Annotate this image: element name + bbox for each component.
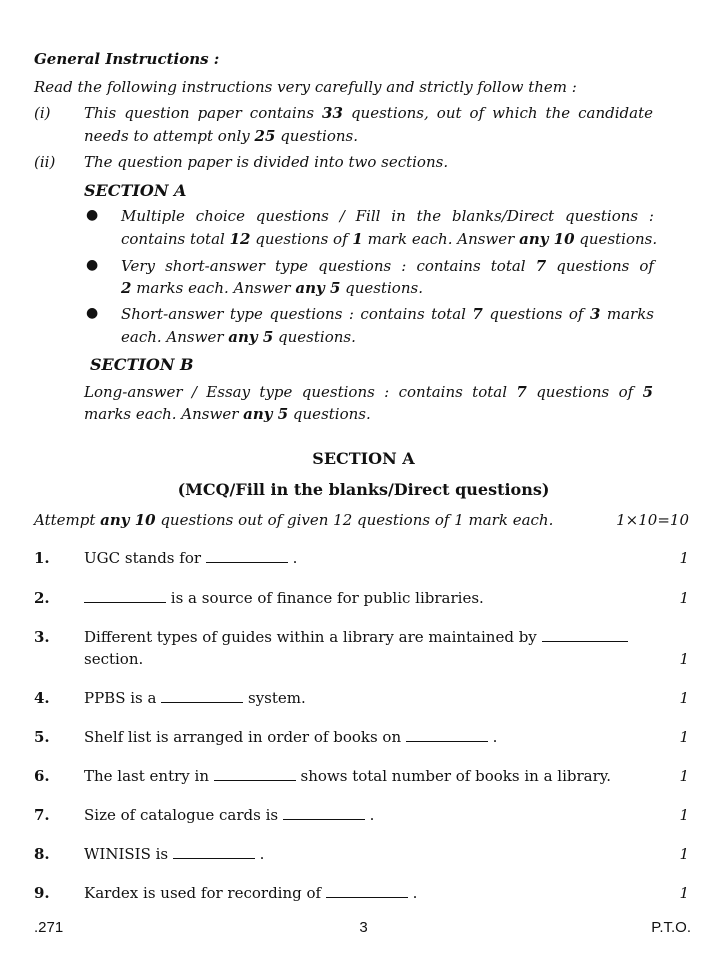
- bullet-line: Short-answer type questions : contains total 7 questions of 3 marks: [121, 305, 654, 323]
- item-number: (i): [34, 104, 51, 122]
- bullet-icon: ●: [86, 257, 99, 273]
- bullet-icon: ●: [86, 305, 99, 321]
- question-text: UGC stands for .: [84, 549, 298, 567]
- question-text: WINISIS is .: [84, 845, 265, 863]
- answer-blank: [173, 846, 255, 859]
- question-number: 6.: [34, 767, 50, 785]
- question-text: PPBS is a system.: [84, 689, 306, 707]
- question-number: 3.: [34, 628, 50, 646]
- answer-blank: [542, 629, 628, 642]
- bullet-line: each. Answer any 5 questions.: [121, 328, 356, 346]
- question-mark: 1: [679, 767, 689, 785]
- item-line: This question paper contains 33 questions, out of which the candidate: [84, 104, 653, 122]
- question-number: 9.: [34, 884, 50, 902]
- page-number: 3: [359, 919, 368, 936]
- question-mark: 1: [679, 589, 689, 607]
- answer-blank: [161, 690, 243, 703]
- answer-blank: [326, 885, 408, 898]
- paper-code: .271: [34, 919, 64, 936]
- section-b-line: Long-answer / Essay type questions : contains total 7 questions of 5: [84, 383, 653, 401]
- answer-blank: [406, 729, 488, 742]
- question-text: Size of catalogue cards is .: [84, 806, 375, 824]
- question-mark: 1: [679, 650, 689, 668]
- question-mark: 1: [679, 845, 689, 863]
- bullet-line: Multiple choice questions / Fill in the blanks/Direct questions :: [121, 207, 654, 225]
- item-line: needs to attempt only 25 questions.: [84, 127, 359, 145]
- section-title: SECTION A: [312, 449, 415, 468]
- total-marks: 1×10=10: [616, 511, 689, 529]
- bullet-icon: ●: [86, 207, 99, 223]
- bullet-line: Very short-answer type questions : contains total 7 questions of: [121, 257, 654, 275]
- question-number: 2.: [34, 589, 50, 607]
- bullet-line: 2 marks each. Answer any 5 questions.: [121, 279, 423, 297]
- question-text: Shelf list is arranged in order of books on .: [84, 728, 498, 746]
- question-number: 8.: [34, 845, 50, 863]
- question-text-continued: section.: [84, 650, 144, 668]
- question-mark: 1: [679, 728, 689, 746]
- question-mark: 1: [679, 549, 689, 567]
- question-mark: 1: [679, 884, 689, 902]
- answer-blank: [84, 590, 166, 603]
- section-b-label: SECTION B: [90, 355, 194, 374]
- question-mark: 1: [679, 689, 689, 707]
- section-subtitle: (MCQ/Fill in the blanks/Direct questions): [177, 480, 550, 499]
- bullet-line: contains total 12 questions of 1 mark each. Answer any 10 questions.: [121, 230, 658, 248]
- question-number: 4.: [34, 689, 50, 707]
- question-number: 1.: [34, 549, 50, 567]
- question-text: The last entry in shows total number of books in a library.: [84, 767, 612, 785]
- section-a-label: SECTION A: [84, 181, 187, 200]
- question-mark: 1: [679, 806, 689, 824]
- instructions-intro: Read the following instructions very carefully and strictly follow them :: [34, 78, 577, 96]
- question-text: Kardex is used for recording of .: [84, 884, 418, 902]
- item-line: The question paper is divided into two sections.: [84, 153, 449, 171]
- answer-blank: [214, 768, 296, 781]
- question-text: Different types of guides within a library are maintained by: [84, 628, 628, 646]
- section-b-line: marks each. Answer any 5 questions.: [84, 405, 371, 423]
- answer-blank: [206, 550, 288, 563]
- question-number: 5.: [34, 728, 50, 746]
- instructions-heading: General Instructions :: [34, 50, 220, 68]
- attempt-instruction: Attempt any 10 questions out of given 12 questions of 1 mark each.: [34, 511, 554, 529]
- question-text: is a source of finance for public libraries.: [84, 589, 484, 607]
- please-turn-over: P.T.O.: [651, 919, 691, 936]
- answer-blank: [283, 807, 365, 820]
- question-number: 7.: [34, 806, 50, 824]
- item-number: (ii): [34, 153, 56, 171]
